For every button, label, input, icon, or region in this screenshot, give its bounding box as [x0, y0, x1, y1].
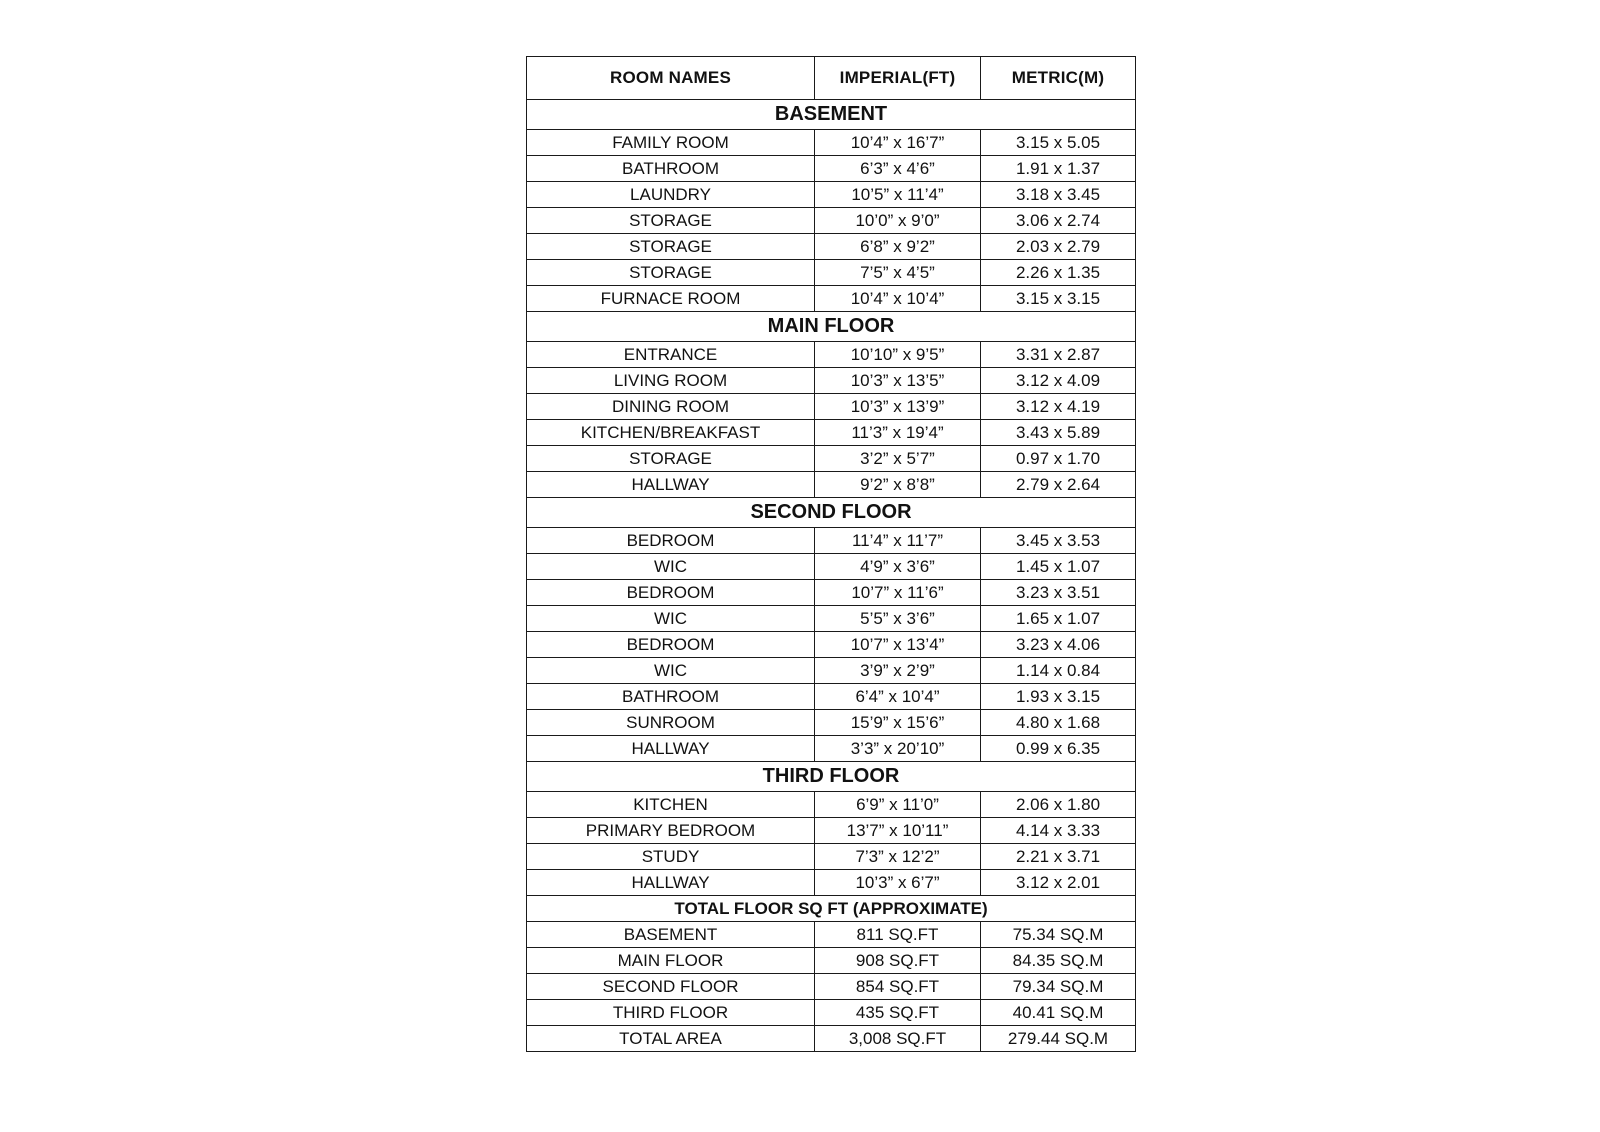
room-dimensions-table: [526, 56, 1136, 1052]
metric-cell: 2.26 x 1.35: [981, 260, 1136, 286]
room-name-cell: FURNACE ROOM: [527, 286, 815, 312]
room-name-cell: BEDROOM: [527, 632, 815, 658]
room-name-cell: HALLWAY: [527, 736, 815, 762]
table-row: [527, 286, 1136, 312]
metric-cell: 1.93 x 3.15: [981, 684, 1136, 710]
table-row: [527, 130, 1136, 156]
imperial-cell: 4’9” x 3’6”: [815, 554, 981, 580]
imperial-cell: 11’3” x 19’4”: [815, 420, 981, 446]
metric-cell: 2.06 x 1.80: [981, 792, 1136, 818]
table-row: [527, 182, 1136, 208]
table-row: [527, 208, 1136, 234]
metric-cell: 3.12 x 4.19: [981, 394, 1136, 420]
room-name-cell: STUDY: [527, 844, 815, 870]
metric-cell: 4.80 x 1.68: [981, 710, 1136, 736]
metric-cell: 1.65 x 1.07: [981, 606, 1136, 632]
imperial-cell: 15’9” x 15’6”: [815, 710, 981, 736]
table-row: [527, 632, 1136, 658]
room-name-cell: ENTRANCE: [527, 342, 815, 368]
imperial-cell: 10’7” x 11’6”: [815, 580, 981, 606]
room-name-cell: HALLWAY: [527, 870, 815, 896]
metric-cell: 3.15 x 5.05: [981, 130, 1136, 156]
room-name-cell: STORAGE: [527, 446, 815, 472]
imperial-cell: 5’5” x 3’6”: [815, 606, 981, 632]
metric-cell: 40.41 SQ.M: [981, 1000, 1136, 1026]
imperial-cell: 435 SQ.FT: [815, 1000, 981, 1026]
room-name-cell: THIRD FLOOR: [527, 1000, 815, 1026]
metric-cell: 279.44 SQ.M: [981, 1026, 1136, 1052]
imperial-cell: 10’0” x 9’0”: [815, 208, 981, 234]
room-name-cell: DINING ROOM: [527, 394, 815, 420]
metric-cell: 3.31 x 2.87: [981, 342, 1136, 368]
metric-cell: 3.12 x 2.01: [981, 870, 1136, 896]
imperial-cell: 9’2” x 8’8”: [815, 472, 981, 498]
imperial-cell: 10’10” x 9’5”: [815, 342, 981, 368]
header-row: [527, 57, 1136, 100]
room-name-cell: MAIN FLOOR: [527, 948, 815, 974]
imperial-cell: 10’3” x 6’7”: [815, 870, 981, 896]
metric-cell: 3.18 x 3.45: [981, 182, 1136, 208]
table-row: [527, 684, 1136, 710]
table-row: [527, 606, 1136, 632]
room-name-cell: STORAGE: [527, 260, 815, 286]
metric-cell: 4.14 x 3.33: [981, 818, 1136, 844]
room-name-cell: BEDROOM: [527, 580, 815, 606]
table-row: [527, 736, 1136, 762]
metric-cell: 1.91 x 1.37: [981, 156, 1136, 182]
metric-cell: 1.45 x 1.07: [981, 554, 1136, 580]
table-row: [527, 260, 1136, 286]
section-title: BASEMENT: [527, 100, 1136, 130]
imperial-cell: 11’4” x 11’7”: [815, 528, 981, 554]
room-name-cell: BATHROOM: [527, 684, 815, 710]
imperial-cell: 13’7” x 10’11”: [815, 818, 981, 844]
room-name-cell: SECOND FLOOR: [527, 974, 815, 1000]
imperial-cell: 10’3” x 13’5”: [815, 368, 981, 394]
metric-cell: 84.35 SQ.M: [981, 948, 1136, 974]
header-imperial: IMPERIAL(FT): [815, 57, 981, 100]
metric-cell: 0.97 x 1.70: [981, 446, 1136, 472]
imperial-cell: 854 SQ.FT: [815, 974, 981, 1000]
room-name-cell: PRIMARY BEDROOM: [527, 818, 815, 844]
table-body: [527, 100, 1136, 1052]
imperial-cell: 811 SQ.FT: [815, 922, 981, 948]
header-metric: METRIC(M): [981, 57, 1136, 100]
room-name-cell: TOTAL AREA: [527, 1026, 815, 1052]
section-title: MAIN FLOOR: [527, 312, 1136, 342]
room-name-cell: FAMILY ROOM: [527, 130, 815, 156]
imperial-cell: 10’4” x 10’4”: [815, 286, 981, 312]
totals-header: [527, 896, 1136, 922]
metric-cell: 2.21 x 3.71: [981, 844, 1136, 870]
imperial-cell: 3’2” x 5’7”: [815, 446, 981, 472]
imperial-cell: 10’3” x 13’9”: [815, 394, 981, 420]
table-row: [527, 974, 1136, 1000]
room-name-cell: LAUNDRY: [527, 182, 815, 208]
room-name-cell: WIC: [527, 554, 815, 580]
table-row: [527, 818, 1136, 844]
imperial-cell: 3,008 SQ.FT: [815, 1026, 981, 1052]
metric-cell: 1.14 x 0.84: [981, 658, 1136, 684]
table-row: [527, 870, 1136, 896]
imperial-cell: 6’4” x 10’4”: [815, 684, 981, 710]
room-name-cell: STORAGE: [527, 208, 815, 234]
metric-cell: 2.79 x 2.64: [981, 472, 1136, 498]
metric-cell: 79.34 SQ.M: [981, 974, 1136, 1000]
metric-cell: 3.15 x 3.15: [981, 286, 1136, 312]
table-row: [527, 1000, 1136, 1026]
metric-cell: 3.45 x 3.53: [981, 528, 1136, 554]
table-row: [527, 420, 1136, 446]
table-row: [527, 234, 1136, 260]
room-name-cell: WIC: [527, 658, 815, 684]
imperial-cell: 3’3” x 20’10”: [815, 736, 981, 762]
table-row: [527, 342, 1136, 368]
section-title: SECOND FLOOR: [527, 498, 1136, 528]
imperial-cell: 6’9” x 11’0”: [815, 792, 981, 818]
section-header: [527, 312, 1136, 342]
section-header: [527, 498, 1136, 528]
room-name-cell: STORAGE: [527, 234, 815, 260]
header-room-names: ROOM NAMES: [527, 57, 815, 100]
room-name-cell: KITCHEN: [527, 792, 815, 818]
metric-cell: 3.43 x 5.89: [981, 420, 1136, 446]
table-row: [527, 658, 1136, 684]
table-row: [527, 922, 1136, 948]
room-name-cell: BASEMENT: [527, 922, 815, 948]
metric-cell: 0.99 x 6.35: [981, 736, 1136, 762]
table-row: [527, 710, 1136, 736]
room-name-cell: LIVING ROOM: [527, 368, 815, 394]
room-name-cell: BATHROOM: [527, 156, 815, 182]
imperial-cell: 3’9” x 2’9”: [815, 658, 981, 684]
table-row: [527, 948, 1136, 974]
imperial-cell: 10’7” x 13’4”: [815, 632, 981, 658]
table-row: [527, 156, 1136, 182]
table-row: [527, 554, 1136, 580]
metric-cell: 3.23 x 3.51: [981, 580, 1136, 606]
table-row: [527, 368, 1136, 394]
imperial-cell: 10’4” x 16’7”: [815, 130, 981, 156]
room-name-cell: HALLWAY: [527, 472, 815, 498]
room-name-cell: WIC: [527, 606, 815, 632]
section-header: [527, 100, 1136, 130]
section-title: TOTAL FLOOR SQ FT (APPROXIMATE): [527, 896, 1136, 922]
imperial-cell: 10’5” x 11’4”: [815, 182, 981, 208]
room-name-cell: SUNROOM: [527, 710, 815, 736]
metric-cell: 75.34 SQ.M: [981, 922, 1136, 948]
room-name-cell: KITCHEN/BREAKFAST: [527, 420, 815, 446]
metric-cell: 3.06 x 2.74: [981, 208, 1136, 234]
table-row: [527, 1026, 1136, 1052]
imperial-cell: 6’3” x 4’6”: [815, 156, 981, 182]
metric-cell: 3.23 x 4.06: [981, 632, 1136, 658]
room-name-cell: BEDROOM: [527, 528, 815, 554]
metric-cell: 3.12 x 4.09: [981, 368, 1136, 394]
table-row: [527, 580, 1136, 606]
table-row: [527, 394, 1136, 420]
table-row: [527, 446, 1136, 472]
table-row: [527, 844, 1136, 870]
section-header: [527, 762, 1136, 792]
table-row: [527, 792, 1136, 818]
section-title: THIRD FLOOR: [527, 762, 1136, 792]
table-row: [527, 472, 1136, 498]
metric-cell: 2.03 x 2.79: [981, 234, 1136, 260]
imperial-cell: 908 SQ.FT: [815, 948, 981, 974]
imperial-cell: 7’3” x 12’2”: [815, 844, 981, 870]
imperial-cell: 6’8” x 9’2”: [815, 234, 981, 260]
imperial-cell: 7’5” x 4’5”: [815, 260, 981, 286]
table-row: [527, 528, 1136, 554]
